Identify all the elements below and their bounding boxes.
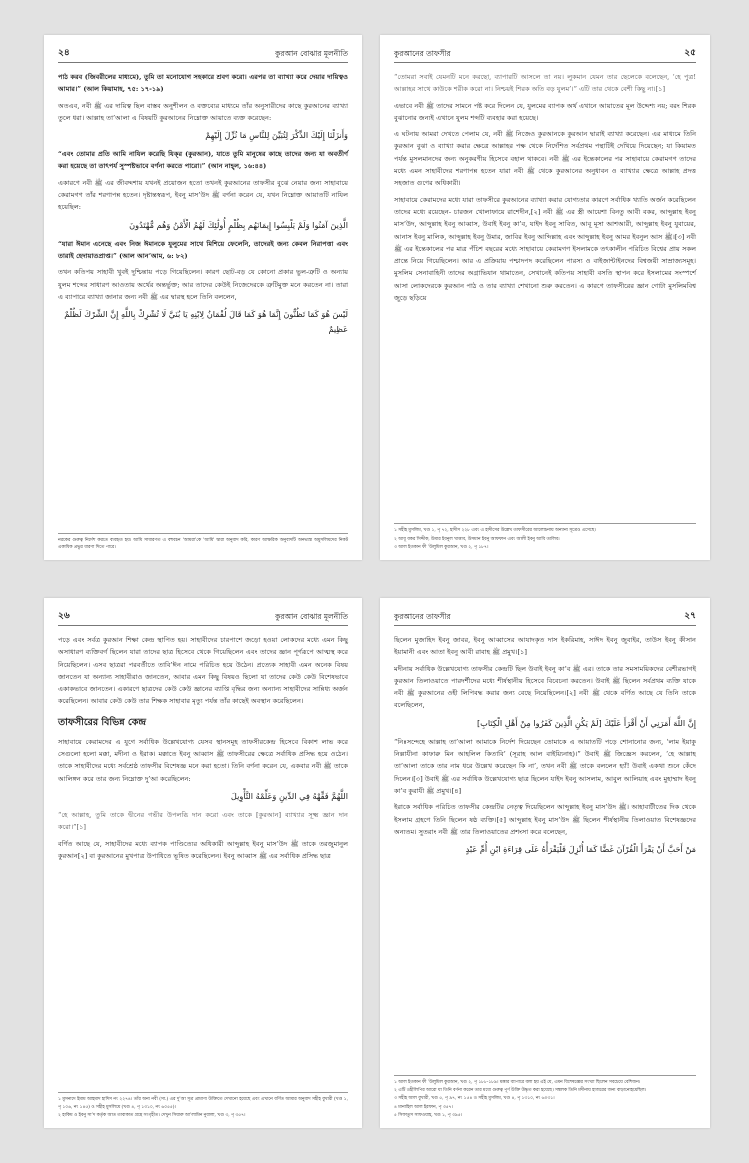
footnote: ১ আল ইতকান ফী ‘উলুমিল কুরআন, খণ্ড ২, পৃ ১৮৮-১৮৯। মক্কার ব্যাপারে বলা হয় এই যে, এমন বিশেষজ্ঞের সংখ্যা ছিলেন সবচেয়ে বেশিজন। bbox=[394, 1079, 641, 1085]
paragraph: তখন কতিপয় সাহাবী খুবই দুশ্চিন্তায় পড়ে গিয়েছিলেন। কারণ ছোট-বড় যে কোনো প্রকার ভুল-ত্রুটি ও অন্যায় যুলম শব্দের সাধারণ আওতায় অর্থের অন্তর্ভুক্ত; আর তাদের কেউই নিজেদেরকে ত্রুটিমুক্ত মনে করতেন না। তারা এ ব্যাপারে ব্যাখ্যা জানার জন্য নবী ﷺ এর দ্বারস্থ হলে তিনি বললেন, bbox=[58, 268, 348, 301]
paragraph: পাঠ করব (জিবরীলের মাধ্যমে), তুমি তা মনোযোগ সহকারে শ্রবণ করো। এরপর তা ব্যাখ্যা করে দেয়ার দায়িত্বও আমার।” (আল কিয়ামাহ, ৭৫: ১৭-১৯) bbox=[58, 73, 348, 94]
page-body bbox=[58, 634, 348, 862]
page-number: ২৭ bbox=[684, 611, 696, 621]
verse-translation: “যারা ঈমান এনেছে এবং নিজ ঈমানকে যুলুমের সাথে মিশিয়ে ফেলেনি, তাদেরই জন্য কেবল নিরাপত্তা এবং তারাই হেদায়াতপ্রাপ্ত।” (আল আন’আম, ৬: ৮২) bbox=[58, 239, 348, 260]
paragraph: পড়ে এবং সর্বত্র কুরআন শিক্ষা কেন্দ্র স্থাপিত হয়। সাহাবীদের চারপাশে জড়ো হওয়া লোকদের মধ্যে এমন কিছু অসাধারণ ব্যক্তিবর্গ ছিলেন যারা তাদের ছাত্র হিসেবে থেকে গিয়েছিলেন এবং তাদের জ্ঞান পূর্ণরূপে আত্মস্থ করে নিয়েছিলেন। এসব ছাত্ররা পরবর্তীতে তাবি’ঈন নামে পরিচিত হয়ে উঠেন। প্রত্যেক সাহাবী এমন অনেক বিষয় জানতেন যা অন্যান্য সাহাবীরাও জানতেন, আবার এমন কিছু বিষয়ও ছিলো যা তাদের কেউ কেউ বিশেষভাবে একাকভাবে জানতেন। একারণে ছাত্রদের কেউ কেউ জ্ঞানের ব্যাপ্তি বৃদ্ধির জন্য অন্যান্য সাহাবীদের সান্নিধ্য অর্জন করেছিলেন। আবার কেউ কেউ তার শিক্ষক সাহাবার মৃত্যু পর্যন্ত তাঁর কাছেই অবস্থান করেছিলেন। bbox=[58, 636, 348, 706]
paragraph: ছিলেন মুজাহিদ ইবনু জাবর, ইবনু আব্বাসের আযাদকৃত দাস ইকরিমাহ, সাঈদ ইবনু জুবাইর, তাউস ইবনু কীসান ইয়ামানী এবং আতা ইবনু আবী রাবাহ ﷺ প্রমুখ।[১] bbox=[394, 636, 696, 657]
running-title: কুরআন বোঝার মূলনীতি bbox=[275, 612, 348, 621]
dua-translation: “হে আল্লাহ, তুমি তাকে দ্বীনের গভীর উপলব্ধি দান করো এবং তাকে [কুরআন] ব্যাখ্যার সূক্ষ্ম জ্ঞান দান করো।”[১] bbox=[58, 810, 348, 832]
page-25 bbox=[380, 35, 710, 560]
arabic-verse: وَأَنزَلْنَا إِلَيْكَ الذِّكْرَ لِتُبَيِّنَ لِلنَّاسِ مَا نُزِّلَ إِلَيْهِمْ bbox=[205, 130, 348, 141]
page-number: ২৪ bbox=[58, 48, 70, 58]
page-24 bbox=[44, 35, 362, 560]
footnote: ২ আবূ বকর সিদ্দীক, উমার ইবনুল খাত্তাব, উসমান ইবনু আফফান এবং আলী ইবনু আবি তালিব। bbox=[394, 536, 560, 542]
arabic-hadith: إِنَّ اللَّهَ أَمَرَنِي أَنْ أَقْرَأَ عَلَيْكَ [لَمْ يَكُنِ الَّذِينَ كَفَرُوا مِنْ أَهْلِ الْكِتَابِ] bbox=[476, 717, 696, 728]
paragraph: এ ঘটনায় আমরা দেখতে পেলাম যে, নবী ﷺ নিজেও কুরআনকে কুরআন দ্বারাই ব্যাখ্যা করেছেন। এর মাধ্যমে তিনি কুরআন বুঝা ও ব্যাখ্যা করার ক্ষেত্রে আল্লাহর পক্ষ থেকে নির্দেশিত সর্বপ্রথম পন্থাটিই দেখিয়ে দিয়েছেন; যা কিয়ামত পর্যন্ত মুসলমানদের জন্য অনুকরণীয় হিসেবে বহাল থাকবে। নবী ﷺ এর ইন্তেকালের পর সাহাবায়ে কেরামগণ তাদের মধ্যে এমন সাহাবীদের শরণাপন্ন হতেন যারা নবী ﷺ থেকে কুরআনের অনুধাবন ও ব্যাখ্যার ক্ষেত্রে আল্লাহ প্রদত্ত সহজাত গুণের অধিকারী। bbox=[394, 130, 697, 188]
paragraph: এভাবে নবী ﷺ তাদের সামনে পষ্ট করে দিলেন যে, যুলমের ব্যাপক অর্থ এখানে আয়াতের মূল উদ্দেশ্য নয়; বরং শিরক বুঝানোর জন্যই এখানে যুলম শব্দটি ব্যবহার করা হয়েছে। bbox=[394, 101, 696, 122]
page-body bbox=[394, 71, 696, 304]
page-number: ২৬ bbox=[58, 611, 70, 621]
paragraph: মদীনায় সর্বাধিক উল্লেখযোগ্য তাফসীর কেন্দ্রটি ছিল উবাই ইবনু কা’ব ﷺ এর। তাকে তার সমসাময়িকদের বেশীরভাগই কুরআন তিলাওয়াতে পারদর্শীদের মধ্যে শীর্ষস্থানীয় হিসেবে বিবেচনা করতেন। উবাই ﷺ ছিলেন সর্বপ্রথম ব্যক্তি যাকে নবী ﷺ কুরআনের ওহী লিপিবদ্ধ করার জন্য বেছে নিয়েছিলেন।[২] নবী ﷺ থেকে বর্ণিত আছে যে তিনি তাকে বলেছিলেন, bbox=[394, 664, 697, 710]
footnote: ৪ মানাহিল আল ইরফান, পৃ ৩৫৭। bbox=[394, 1104, 453, 1110]
arabic-dua: اللَّهُمَّ فَقِّهْهُ فِي الدِّينِ وَعَلِّمْهُ التَّأْوِيلَ bbox=[230, 790, 348, 801]
section-heading: তাফসীরের বিভিন্ন কেন্দ্র bbox=[58, 716, 147, 728]
page-header bbox=[394, 47, 696, 59]
footnote: ৫ সিফাতুস সাফওয়াহ, খণ্ড ১, পৃ ৩৯৫। bbox=[394, 1112, 463, 1118]
page-header bbox=[58, 610, 348, 622]
running-title: কুরআনের তাফসীর bbox=[394, 612, 451, 621]
page-header bbox=[58, 47, 348, 59]
footnote: ৩ আল ইতকান ফী ‘উলুমিল কুরআন, খণ্ড ২, পৃ ১৮৭। bbox=[394, 544, 489, 550]
footnote: ২ হাকিম ও ইবনু সা’দ কর্তৃক আত তাবাকাত গ্রন্থে সংগৃহীত। দেখুন সিয়ারু আ’লামিন নুবালা, খণ্ড ৩, পৃ ৩৫৭। bbox=[58, 1112, 246, 1118]
footnote: ১ সহীহ মুসলিম, খণ্ড ১, পৃ ৭২, হাদীস ২২৮ এবং এ হাদীসের উল্লেখ তাফসীরের আলোচনায় অন্যান্য সূত্রেও এসেছে। bbox=[394, 528, 596, 534]
running-title: কুরআন বোঝার মূলনীতি bbox=[275, 49, 348, 58]
header-divider bbox=[394, 62, 696, 63]
footnote: ২ এটি ওহীলিপির আরো যা তিনি বর্ণনা করেন তার মধ্যে গুরুত্ব পূর্ণ উক্তি উদ্ধৃত করা হয়েছে। সঙ্কলক তিনি মদীনায় হাজরের জন্য বাড়ানোহয়েছিল। bbox=[394, 1088, 647, 1094]
paragraph: ইরাকে সর্বাধিক পরিচিত তাফসীর কেন্দ্রটির নেতৃত্ব দিয়েছিলেন আব্দুল্লাহ ইবনু মাস’উদ ﷺ। আহাবাটীতের দিক থেকে ইসলাম গ্রহণে তিনি ছিলেন ষষ্ঠ ব্যক্তি।[৫] আব্দুল্লাহ ইবনু মাস’উদ ﷺ ছিলেন শীর্ষস্থানীয় তিলাওয়াত বিশেষজ্ঞদের অন্যতম। সুতরাং নবী ﷺ তার তিলাওয়াতের প্রশংসা করে বলেছেন, bbox=[394, 803, 697, 836]
header-divider bbox=[58, 62, 348, 63]
footnote: নরকের গুরুত্ব নির্দেশ করতে ব্যবহৃত হয়। আমি সাধারণত এ বহুবচন 'আমরা'কে 'আমি' দ্বারা অনুবাদ করি, কারণ আক্ষরিক অনুবাদটি অনভ্যস্ত অমুসলিমদের নিকট একাধিক প্রভুর ধারণা দিতে পারে। bbox=[58, 537, 348, 550]
arabic-hadith: لَيْسَ هُوَ كَمَا تَظُنُّونَ إِنَّمَا هُوَ كَمَا قَالَ لُقْمَانُ لِابْنِهِ يَا بُنَيَّ لَا تُشْرِكْ بِاللَّهِ إِنَّ الشِّرْكَ لَظُلْمٌ عَظِيمٌ bbox=[64, 309, 348, 335]
hadith-translation: “তোমরা সবাই যেমনটি মনে করছো, ব্যাপারটি আসলে তা নয়। লুকমান যেমন তার ছেলেকে বলেছেন, ‘হে পুত্র! আল্লাহর সাথে কাউকে শরীক করো না। নিশ্চয়ই শিরক অতি বড় যুলম’।” এটি তার থেকে বেশী কিছু না।[১] bbox=[394, 73, 696, 94]
paragraph: একারণে নবী ﷺ এর জীবদ্দশায় যখনই প্রয়োজন হতো তখনই কুরআনের তাফসীর বুঝে নেয়ার জন্য সাহাবায়ে কেরামগণ তাঁর শরণাপন্ন হতেন। দৃষ্টান্তস্বরূপ, ইবনু মাস’উদ ﷺ বর্ণনা করেন যে, যখন নিম্নোক্ত আয়াতটি নাযিল হয়েছিল: bbox=[58, 178, 348, 212]
arabic-verse: الَّذِينَ آمَنُوا وَلَمْ يَلْبِسُوا إِيمَانَهُم بِظُلْمٍ أُولَٰئِكَ لَهُمُ الْأَمْنُ وَهُم مُّهْتَدُونَ bbox=[129, 219, 348, 230]
paragraph: সাহাবায়ে কেরামদের এ যুগে সর্বাধিক উল্লেখযোগ্য যেসব স্থানসমূহ তাফসীরকেন্দ্র হিসেবে বিকাশ লাভ করে সেগুলো হলো মক্কা, মদীনা ও ইরাক। মক্কাতে ইবনু আব্বাস ﷺ তাফসীরের ক্ষেত্রে সর্বাধিক প্রসিদ্ধ হয়ে ওঠেন। তাকে সাহাবীদের মধ্যে সর্বশ্রেষ্ঠ তাফসীর বিশেষজ্ঞ মনে করা হতো। তিনি বর্ণনা করেন যে, একবার নবী ﷺ তাকে আলিঙ্গন করে তার জন্য নিম্নোক্ত দু’আ করেছিলেন: bbox=[58, 737, 349, 783]
page-body bbox=[394, 634, 696, 857]
paragraph: অতএব, নবী ﷺ এর দায়িত্ব ছিল বাস্তব অনুশীলন ও বক্তব্যের মাধ্যমে তাঁর অনুসারীদের কাছে কুরআনের ব্যাখ্যা তুলে ধরা। আল্লাহ তা’আলা এ বিষয়টি কুরআনের নিম্নোক্ত আয়াতে ব্যক্ত করেছেন: bbox=[58, 101, 349, 122]
page-26 bbox=[44, 598, 362, 1128]
verse-translation: “এবং তোমার প্রতি আমি নাযিল করেছি যিক্‌র (কুরআন), যাতে তুমি মানুষের কাছে তাদের জন্য যা অবতীর্ণ করা হয়েছে তা তাৎপর্য সুস্পষ্টভাবে বর্ণনা করতে পারো।” (আন নাহ্‌ল, ১৬:৪৪) bbox=[58, 150, 348, 171]
page-body bbox=[58, 71, 348, 337]
paragraph: সাহাবায়ে কেরামদের মধ্যে যারা তাফসীরে কুরআনের ব্যাখ্যা করার যোগ্যতার কারণে সর্বাধিক খ্যাতি অর্জন করেছিলেন তাদের মধ্যে রয়েছেন- চারজন খোলাফায়ে রাশেদীন,[২] নবী ﷺ এর স্ত্রী আয়েশা বিনতু আবী বকর, আব্দুল্লাহ ইবনু মাস’উদ, আব্দুল্লাহ ইবনু আব্বাস, উবাই ইবনু কা’ব, যাইদ ইবনু সাবিত, আবূ মূসা আশআরী, আব্দুল্লাহ ইবনু যুবায়ের, আনাস ইবনু মালিক, আব্দুল্লাহ ইবনু উমার, জাবির ইবনু আব্দিল্লাহ এবং আব্দুল্লাহ ইবনু আমর ইবনুল আস ﷺ।[৩] নবী ﷺ এর ইন্তেকালের পর মাত্র পঁচিশ বছরের মধ্যে সাহাবায়ে কেরামগণ ইসলামকে তৎকালীন পরিচিত বিশ্বের প্রায় সকল প্রান্তে নিয়ে গিয়েছিলেন। আর এ প্রক্রিয়ায় পশ্চাদপদ করেছিলেন পারস্য ও বাইজান্টাইনদের বিশ্বজয়ী সাম্রাজ্যসমূহ। মুসলিম সেনাবাহিনী তাদের অগ্রাভিযান থামাতেন, সেখানেই কতিপয় সাহাবী বসতি স্থাপন করে ইসলামের সংস্পর্শে আসা লোকদেরকে কুরআন পাঠ ও তার ব্যাখ্যা শেখানো শুরু করতেন। এ কারণে তাফসীরের জ্ঞান গোটা মুসলিমবিশ্ব জুড়ে ছড়িয়ে bbox=[394, 195, 696, 303]
page-number: ২৫ bbox=[684, 48, 696, 58]
footnote: ৩ সহীহ আল বুখারী, খণ্ড ৫, পৃ ৯৭, নং ১৫৪ ও সহীহ মুসলিম, খণ্ড ৪, পৃ ১৩১০, নং ৬০৩১। bbox=[394, 1096, 555, 1102]
page-header bbox=[394, 610, 696, 622]
footnotes bbox=[58, 1092, 348, 1120]
footnotes bbox=[394, 1075, 696, 1120]
footnote: ১ মুসনাদে ইমাম আহমাদ হাদিস নং ২২৭৪। তাঁর অন্য নবী (সা.) এর দু’আ সূত্র প্রামাণ্য উক্তিতে দেখানো হয়েছে এবং এখানে বর্ণিত আমার অনুবাদ সহীহ বুখারী (খণ্ড ১, পৃ ১০৬, নং ১৪৫) ও সহীহ মুসলিমে (খণ্ড ৪, পৃ ১৩১০, নং ৬০৫৫)। bbox=[58, 1097, 348, 1110]
header-divider bbox=[394, 625, 696, 626]
footnotes bbox=[58, 533, 348, 552]
paragraph: বর্ণিত আছে যে, সাহাবীদের মধ্যে ব্যাপক পাণ্ডিত্যের অধিকারী আব্দুল্লাহ ইবনু মাস’উদ ﷺ তাকে তরজুমানুল কুরআন[২] বা কুরআনের মুখপাত্র উপাধিতে ভূষিত করেছিলেন। ইবনু আব্বাস ﷺ এর সর্বাধিক প্রসিদ্ধ ছাত্র bbox=[58, 839, 348, 860]
header-divider bbox=[58, 625, 348, 626]
running-title: কুরআনের তাফসীর bbox=[394, 49, 451, 58]
arabic-hadith: مَنْ أَحَبَّ أَنْ يَقْرَأَ الْقُرْآنَ غَضًّا كَمَا أُنْزِلَ فَلْيَقْرَأْهُ عَلَى قِرَاءَةِ ابْنِ أُمِّ عَبْدٍ bbox=[465, 844, 696, 855]
page-27 bbox=[380, 598, 710, 1128]
paragraph: “নিঃসন্দেহে আল্লাহ তা’আলা আমাকে নির্দেশ দিয়েছেন তোমাকে এ আয়াতটি পড়ে শোনানোর জন্য, ‘লাম ইয়াকু নিল্লাযীনা কাফারু মিন আহলিল কিতাবি’ (সূরাহ আল বাইয়্যিনাহ)।” উবাই ﷺ জিজ্ঞেস করলেন, ‘হে আল্লাহ তা’আলা তাকে তার নাম ধরে উল্লেখ করেছেন কি না’, তখন নবী ﷺ তাকে বললেন হ্যাঁ! উবাই একথা শুনে কেঁদে দিলেন।[৩] উবাই ﷺ এর সর্বাধিক উল্লেখযোগ্য ছাত্র ছিলেন যাইদ ইবনু আসলাম, আবুল আলিয়াহ এবং মুহাম্মাদ ইবনু কা’ব কুরাযী ﷺ প্রমুখ।[৪] bbox=[394, 737, 696, 795]
footnotes bbox=[394, 523, 696, 552]
